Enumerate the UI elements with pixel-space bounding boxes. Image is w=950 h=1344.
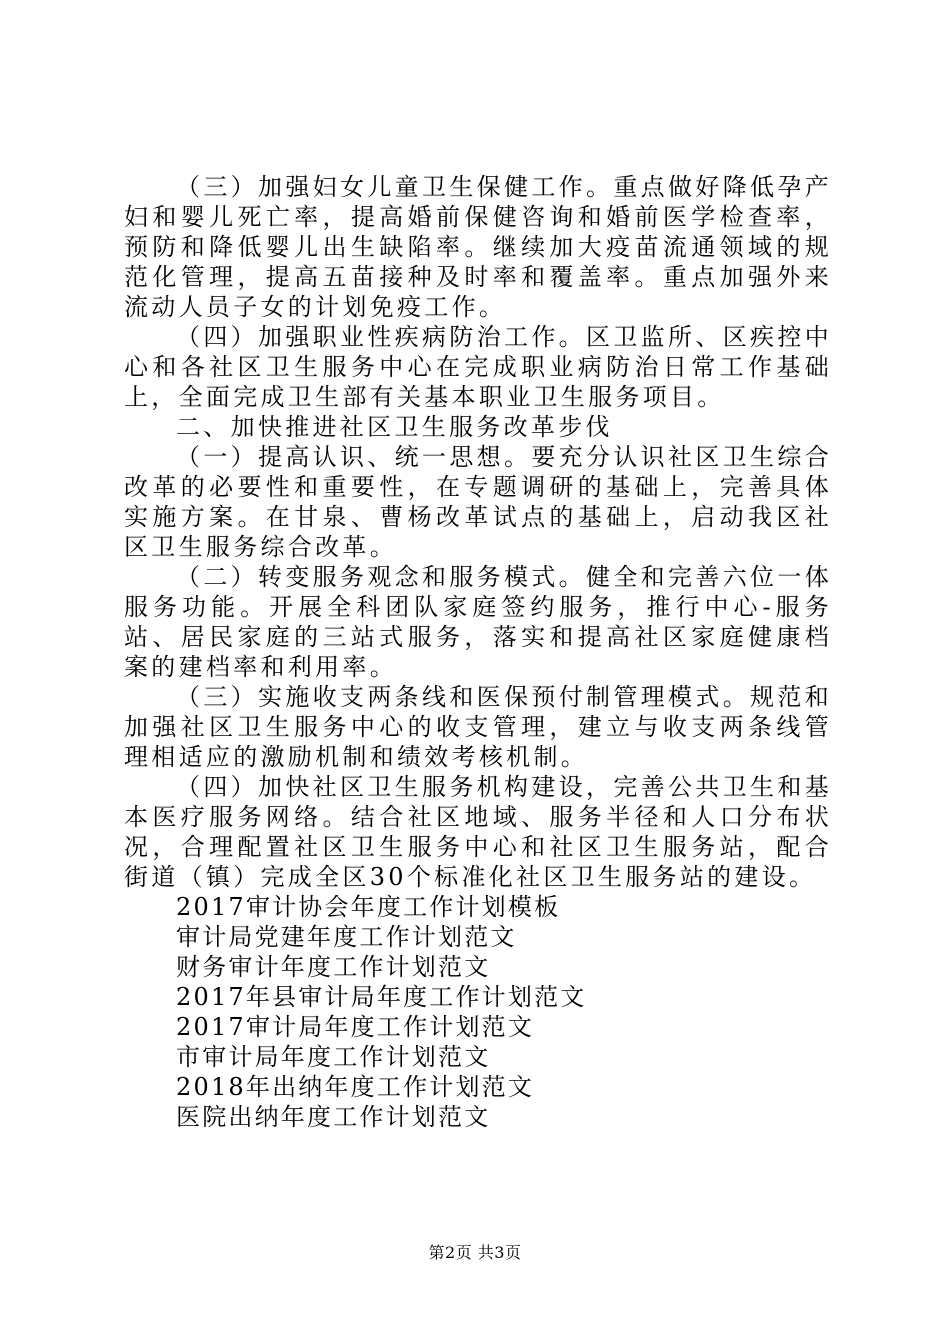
- paragraph-budget-management: （三）实施收支两条线和医保预付制管理模式。规范和加强社区卫生服务中心的收支管理，建立与收支两条线管理相适应的激励机制和绩效考核机制。: [124, 683, 832, 771]
- paragraph-institution-building: （四）加快社区卫生服务机构建设，完善公共卫生和基本医疗服务网络。结合社区地域、服务半径和人口分布状况，合理配置社区卫生服务中心和社区卫生服务站，配合街道（镇）完成全区30个标准化社区卫生服务站的建设。: [124, 773, 832, 891]
- related-link[interactable]: 审计局党建年度工作计划范文: [176, 923, 517, 951]
- related-link[interactable]: 医院出纳年度工作计划范文: [176, 1103, 491, 1131]
- related-link[interactable]: 2017年县审计局年度工作计划范文: [176, 983, 587, 1011]
- related-links-list: [124, 892, 832, 1132]
- related-link[interactable]: 市审计局年度工作计划范文: [176, 1043, 491, 1071]
- related-link[interactable]: 2018年出纳年度工作计划范文: [176, 1073, 535, 1101]
- related-link[interactable]: 2017审计协会年度工作计划模板: [176, 893, 561, 921]
- paragraph-reform-awareness: （一）提高认识、统一思想。要充分认识社区卫生综合改革的必要性和重要性，在专题调研的基础上，完善具体实施方案。在甘泉、曹杨改革试点的基础上，启动我区社区卫生服务综合改革。: [124, 443, 832, 561]
- paragraph-service-model: （二）转变服务观念和服务模式。健全和完善六位一体服务功能。开展全科团队家庭签约服务，推行中心-服务站、居民家庭的三站式服务，落实和提高社区家庭健康档案的建档率和利用率。: [124, 563, 832, 681]
- paragraph-maternal-child-health: （三）加强妇女儿童卫生保健工作。重点做好降低孕产妇和婴儿死亡率，提高婚前保健咨询和婚前医学检查率，预防和降低婴儿出生缺陷率。继续加大疫苗流通领域的规范化管理，提高五苗接种及时率和覆盖率。重点加强外来流动人员子女的计划免疫工作。: [124, 173, 832, 321]
- section-heading: 二、加快推进社区卫生服务改革步伐: [176, 413, 613, 441]
- document-body: [124, 172, 832, 1132]
- page-number: 第2页 共3页: [428, 1243, 522, 1262]
- related-link[interactable]: 财务审计年度工作计划范文: [176, 953, 491, 981]
- paragraph-occupational-disease: （四）加强职业性疾病防治工作。区卫监所、区疾控中心和各社区卫生服务中心在完成职业病防治日常工作基础上，全面完成卫生部有关基本职业卫生服务项目。: [124, 323, 832, 411]
- related-link[interactable]: 2017审计局年度工作计划范文: [176, 1013, 535, 1041]
